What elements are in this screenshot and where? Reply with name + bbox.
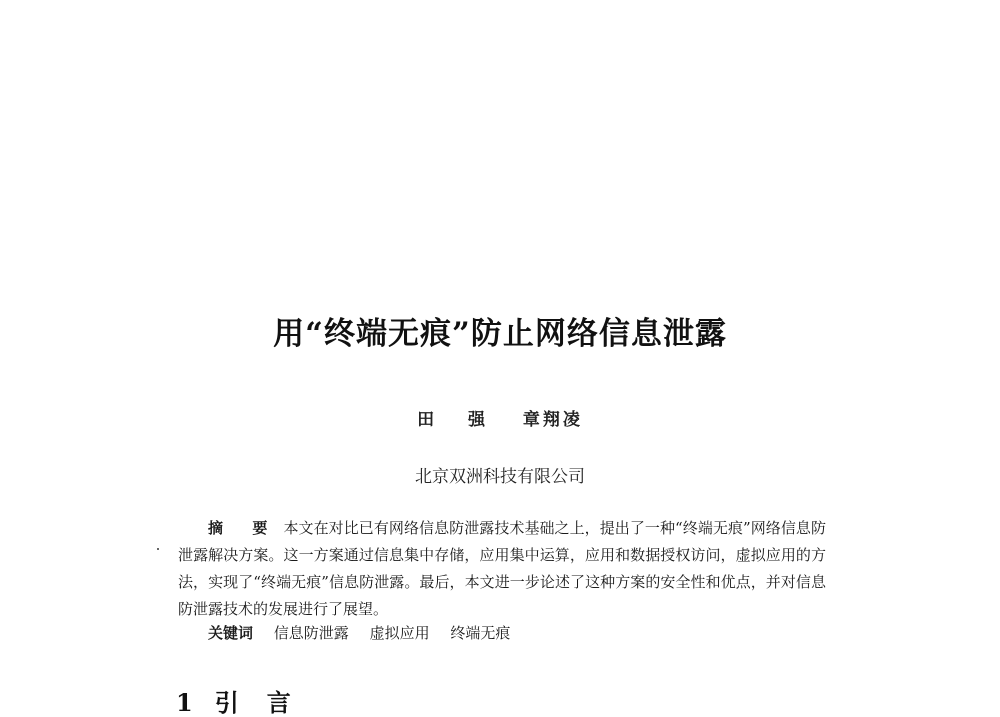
abstract-text: 本文在对比已有网络信息防泄露技术基础之上，提出了一种“终端无痕”网络信息防泄露解决方案。这一方案通过信息集中存储，应用集中运算，应用和数据授权访问，虚拟应用的方法，实现了“终端无痕”信息防泄露。最后，本文进一步论述了这种方案的安全性和优点，并对信息防泄露技术的发展进行了展望。 bbox=[178, 519, 826, 618]
keyword-item: 终端无痕 bbox=[450, 624, 511, 642]
scan-speck bbox=[157, 548, 159, 550]
author-2: 章翔凌 bbox=[522, 410, 583, 430]
paper-title: 用“终端无痕”防止网络信息泄露 bbox=[273, 316, 727, 352]
affiliation: 北京双洲科技有限公司 bbox=[415, 467, 585, 487]
author-list bbox=[0, 405, 1000, 430]
section-heading bbox=[176, 688, 319, 717]
abstract-label: 摘 要 bbox=[208, 519, 280, 537]
author-1: 田 强 bbox=[417, 410, 499, 430]
section-title: 引言 bbox=[214, 688, 319, 717]
keyword-item: 信息防泄露 bbox=[273, 624, 349, 642]
keywords-block bbox=[208, 622, 526, 643]
abstract-block bbox=[178, 515, 826, 623]
keywords-label: 关键词 bbox=[208, 624, 254, 642]
keyword-item: 虚拟应用 bbox=[369, 624, 430, 642]
section-number: 1 bbox=[176, 688, 193, 717]
